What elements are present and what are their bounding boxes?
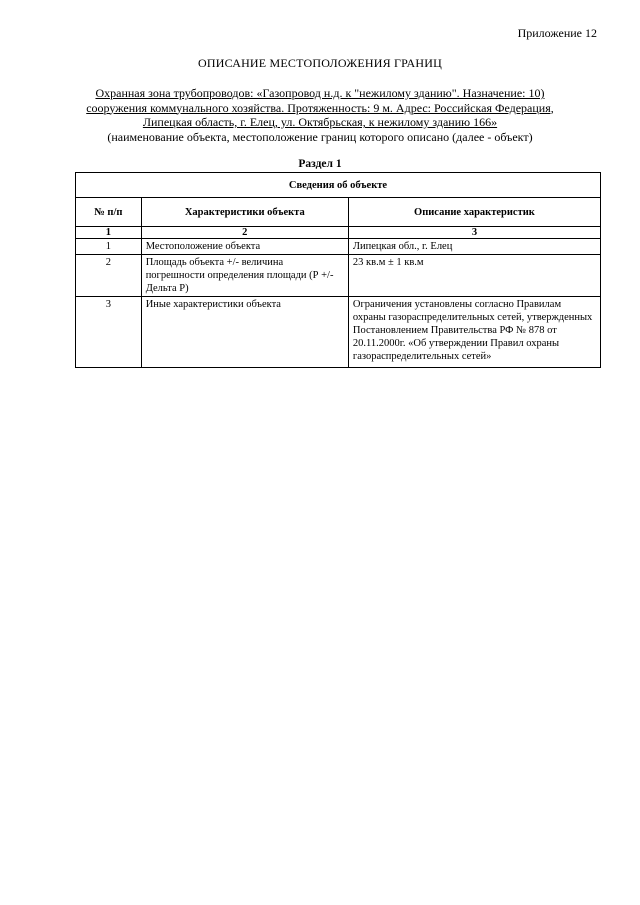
table-caption: Сведения об объекте [76, 173, 601, 198]
header-description: Описание характеристик [348, 198, 600, 227]
table-row [76, 255, 601, 297]
table-caption-row [76, 173, 601, 198]
appendix-label: Приложение 12 [517, 26, 597, 40]
header-characteristic: Характеристики объекта [141, 198, 348, 227]
row-num: 1 [76, 239, 142, 255]
row-characteristic: Местоположение объекта [141, 239, 348, 255]
table-row [76, 239, 601, 255]
object-description [60, 86, 580, 144]
col-number-3: 3 [348, 227, 600, 239]
col-number-2: 2 [141, 227, 348, 239]
row-description: Липецкая обл., г. Елец [348, 239, 600, 255]
object-note: (наименование объекта, местоположение границ которого описано (далее - объект) [107, 129, 533, 144]
header-num: № п/п [76, 198, 142, 227]
row-num: 2 [76, 255, 142, 297]
table-header-row [76, 198, 601, 227]
object-line-3: Липецкая область, г. Елец, ул. Октябрьская, к нежилому зданию 166» [142, 115, 498, 129]
row-description: Ограничения установлены согласно Правилам охраны газораспределительных сетей, утвержденных Постановлением Правительства РФ № 878 от 20.11.2000г. «Об утверждении Правил охраны газораспределительных сетей» [348, 297, 600, 368]
section-title: Раздел 1 [298, 158, 342, 170]
row-description: 23 кв.м ± 1 кв.м [348, 255, 600, 297]
row-characteristic: Площадь объекта +/- величина погрешности определения площади (Р +/- Дельта Р) [141, 255, 348, 297]
object-line-1: Охранная зона трубопроводов: «Газопровод н.д. к "нежилому зданию". Назначение: 10) [95, 86, 545, 100]
column-number-row [76, 227, 601, 239]
object-info-table [75, 172, 601, 368]
col-number-1: 1 [76, 227, 142, 239]
document-title: ОПИСАНИЕ МЕСТОПОЛОЖЕНИЯ ГРАНИЦ [198, 56, 442, 70]
object-line-2: сооружения коммунального хозяйства. Протяженность: 9 м. Адрес: Российская Федерация, [86, 100, 554, 115]
row-num: 3 [76, 297, 142, 368]
table-row [76, 297, 601, 368]
row-characteristic: Иные характеристики объекта [141, 297, 348, 368]
